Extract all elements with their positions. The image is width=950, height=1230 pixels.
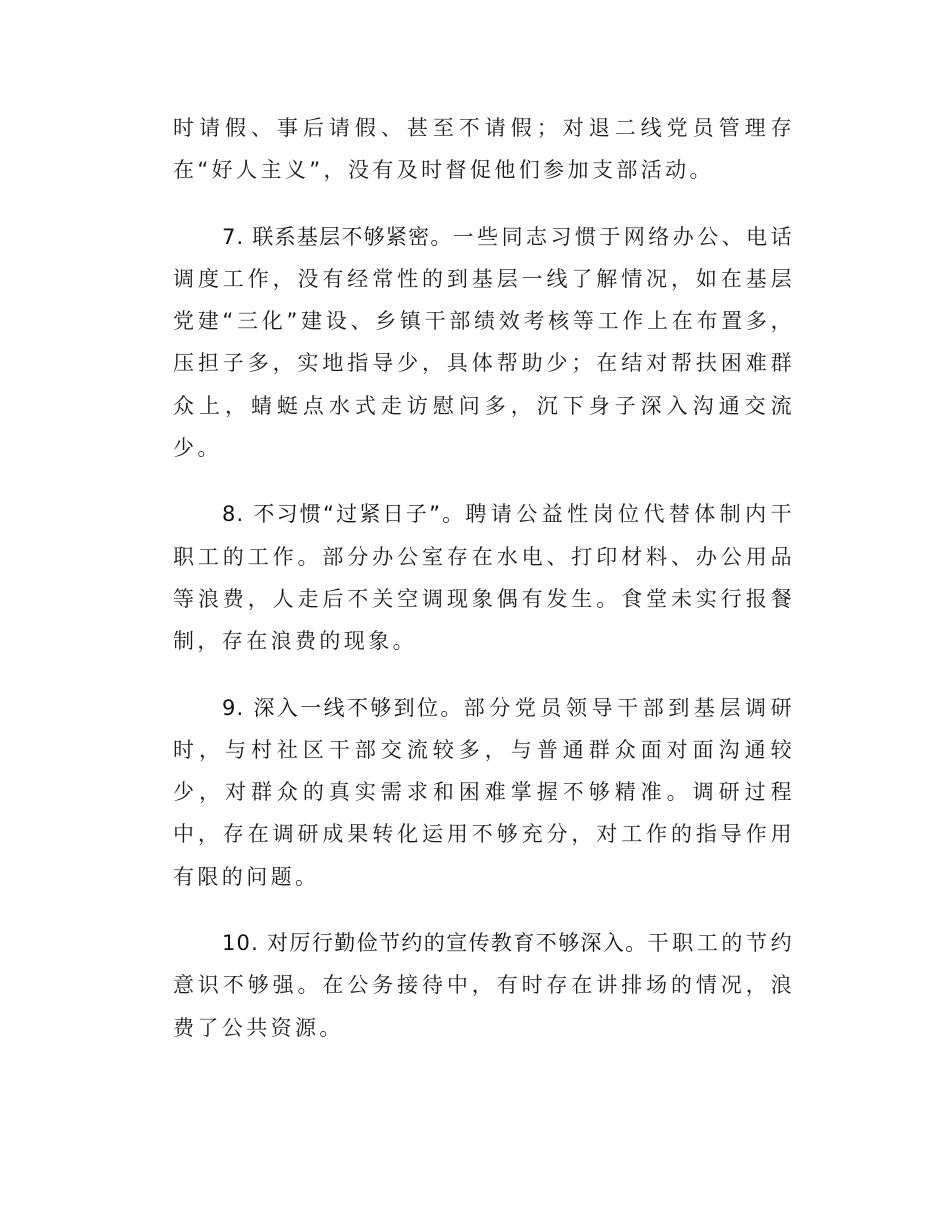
paragraph-continuation	[173, 107, 795, 192]
paragraph-item-7	[173, 216, 795, 470]
document-body	[173, 107, 795, 1049]
paragraph-heading: 7. 联系基层不够紧密。	[222, 224, 453, 249]
paragraph-item-8	[173, 493, 795, 662]
paragraph-heading: 9. 深入一线不够到位。	[222, 695, 464, 720]
paragraph-heading: 10. 对厉行勤俭节约的宣传教育不够深入。	[222, 931, 648, 956]
paragraph-text: 时请假、事后请假、甚至不请假；对退二线党员管理存在“好人主义”，没有及时督促他们参加支部活动。	[173, 116, 795, 183]
paragraph-heading: 8. 不习惯“过紧日子”。	[222, 502, 466, 527]
paragraph-text: 聘请公益性岗位代替体制内干职工的工作。部分办公室存在水电、打印材料、办公用品等浪费，人走后不关空调现象偶有发生。食堂未实行报餐制，存在浪费的现象。	[173, 502, 795, 654]
paragraph-text: 一些同志习惯于网络办公、电话调度工作，没有经常性的到基层一线了解情况，如在基层党建“三化”建设、乡镇干部绩效考核等工作上在布置多，压担子多，实地指导少，具体帮助少；在结对帮扶困难群众上，蜻蜓点水式走访慰问多，沉下身子深入沟通交流少。	[173, 224, 795, 461]
paragraph-item-9	[173, 687, 795, 898]
paragraph-text: 部分党员领导干部到基层调研时，与村社区干部交流较多，与普通群众面对面沟通较少，对群众的真实需求和困难掌握不够精准。调研过程中，存在调研成果转化运用不够充分，对工作的指导作用有限的问题。	[173, 695, 795, 889]
paragraph-item-10	[173, 922, 795, 1049]
paragraph-text: 干职工的节约意识不够强。在公务接待中，有时存在讲排场的情况，浪费了公共资源。	[173, 931, 795, 1040]
